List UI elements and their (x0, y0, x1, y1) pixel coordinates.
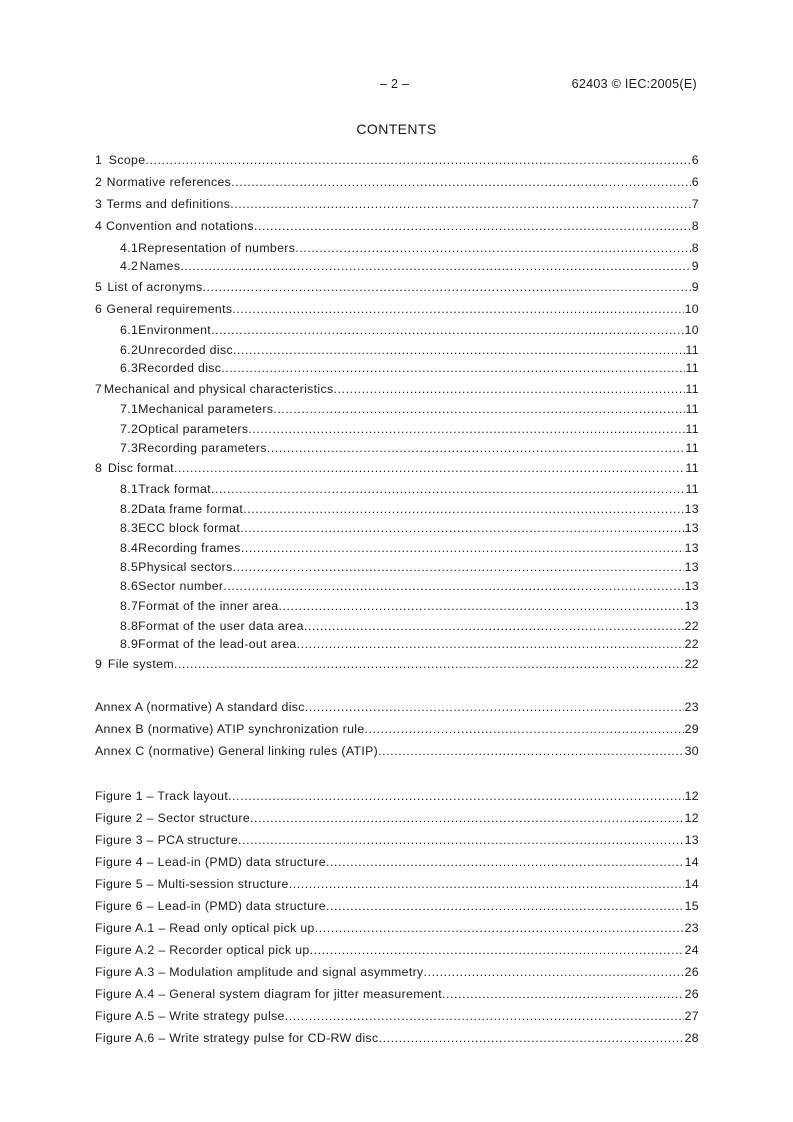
toc-entry[interactable] (95, 920, 699, 936)
toc-entry-title: Recording frames (138, 541, 241, 555)
toc-entry[interactable] (95, 381, 699, 397)
dot-leader (273, 401, 684, 417)
toc-entry[interactable] (95, 460, 699, 476)
toc-entry-title: Names (139, 259, 181, 273)
toc-entry-number: 8.5 (120, 560, 139, 574)
toc-entry[interactable] (95, 788, 699, 804)
toc-entry-number: 4 (95, 219, 103, 233)
dot-leader (254, 218, 691, 234)
dot-leader (180, 258, 690, 274)
page-title: CONTENTS (356, 121, 437, 137)
toc-entry-page: 11 (685, 402, 699, 416)
dot-leader (174, 656, 684, 672)
toc-entry-number: 8.3 (120, 521, 139, 535)
toc-entry[interactable] (95, 322, 699, 338)
dot-leader (232, 301, 683, 317)
dot-leader (278, 598, 683, 614)
toc-entry-page: 29 (684, 722, 699, 736)
toc-entry-number: 7.3 (120, 441, 139, 455)
toc-entry[interactable] (95, 401, 699, 417)
dot-leader (145, 152, 690, 168)
toc-entry-page: 11 (685, 343, 699, 357)
toc-entry-number: 8.9 (120, 637, 139, 651)
page-number: – 2 – (380, 77, 410, 91)
toc-entry[interactable] (95, 440, 699, 456)
toc-entry[interactable] (95, 964, 699, 980)
toc-entry-page: 11 (685, 382, 699, 396)
dot-leader (326, 854, 684, 870)
toc-entry[interactable] (95, 1008, 699, 1024)
toc-entry-title: Format of the user data area (138, 619, 304, 633)
toc-entry[interactable] (95, 501, 699, 517)
toc-entry-title: Figure A.4 – General system diagram for jitter measurement (95, 987, 442, 1001)
toc-entry[interactable] (95, 152, 699, 168)
dot-leader (442, 986, 684, 1002)
toc-entry-page: 13 (684, 560, 699, 574)
toc-entry-number: 7.2 (120, 422, 139, 436)
toc-entry-title: Figure A.6 – Write strategy pulse for CD-RW disc (95, 1031, 379, 1045)
toc-entry-number: 6.1 (120, 323, 139, 337)
toc-entry-title: ECC block format (138, 521, 241, 535)
toc-entry-page: 26 (684, 987, 699, 1001)
toc-entry-title: Mechanical and physical characteristics (103, 382, 334, 396)
toc-entry-page: 28 (684, 1031, 699, 1045)
toc-entry-page: 11 (685, 441, 699, 455)
toc-entry-title: Figure A.3 – Modulation amplitude and signal asymmetry (95, 965, 424, 979)
toc-entry[interactable] (95, 898, 699, 914)
toc-entry-title: Environment (138, 323, 212, 337)
toc-entry-title: Figure 3 – PCA structure (95, 833, 239, 847)
toc-entry-page: 8 (691, 241, 699, 255)
dot-leader (295, 240, 691, 256)
toc-entry-page: 13 (684, 599, 699, 613)
dot-leader (267, 440, 685, 456)
toc-entry-page: 22 (684, 619, 699, 633)
toc-entry-title: Figure A.2 – Recorder optical pick up (95, 943, 310, 957)
toc-entry-number: 8.7 (120, 599, 139, 613)
toc-entry-title: Scope (108, 153, 146, 167)
toc-entry-title: Figure 6 – Lead-in (PMD) data structure (95, 899, 326, 913)
toc-entry-title: Figure 5 – Multi-session structure (95, 877, 289, 891)
toc-entry-page: 13 (684, 502, 699, 516)
toc-entry-title: Format of the inner area (138, 599, 279, 613)
toc-entry-number: 7 (95, 382, 103, 396)
toc-entry-page: 26 (684, 965, 699, 979)
toc-entry-page: 11 (685, 482, 699, 496)
toc-entry-number: 7.1 (120, 402, 139, 416)
toc-entry-title: Figure A.1 – Read only optical pick up (95, 921, 315, 935)
toc-entry-page: 13 (684, 541, 699, 555)
toc-entry-number: 8.6 (120, 579, 139, 593)
toc-entry-number: 8.1 (120, 482, 139, 496)
dot-leader (223, 578, 683, 594)
toc-entry-title: Normative references (106, 175, 232, 189)
toc-entry[interactable] (95, 832, 699, 848)
toc-entry-title: Annex A (normative) A standard disc (95, 700, 305, 714)
dot-leader (378, 743, 684, 759)
toc-entry-title: Terms and definitions (106, 197, 231, 211)
toc-entry-title: Data frame format (138, 502, 244, 516)
toc-entry[interactable] (95, 699, 699, 715)
toc-entry-title: Convention and notations (106, 219, 254, 233)
dot-leader (310, 942, 684, 958)
dot-leader (285, 1008, 684, 1024)
toc-entry-number: 8 (95, 461, 103, 475)
toc-entry-title: Recording parameters (138, 441, 267, 455)
dot-leader (211, 481, 685, 497)
toc-entry[interactable] (95, 240, 699, 256)
toc-entry-page: 11 (685, 422, 699, 436)
toc-entry-number: 9 (95, 657, 103, 671)
toc-entry[interactable] (95, 942, 699, 958)
toc-entry[interactable] (95, 540, 699, 556)
toc-entry-number: 3 (95, 197, 103, 211)
toc-entry-number: 2 (95, 175, 103, 189)
toc-entry-page: 11 (685, 361, 699, 375)
toc-entry-page: 23 (684, 700, 699, 714)
toc-entry-number: 4.1 (120, 241, 139, 255)
toc-entry[interactable] (95, 301, 699, 317)
toc-entry[interactable] (95, 854, 699, 870)
toc-entry[interactable] (95, 360, 699, 376)
toc-entry-title: Sector number (138, 579, 224, 593)
toc-entry[interactable] (95, 743, 699, 759)
dot-leader (297, 636, 684, 652)
toc-entry[interactable] (95, 174, 699, 190)
toc-entry-number: 4.2 (120, 259, 139, 273)
toc-entry-title: Annex B (normative) ATIP synchronization rule (95, 722, 365, 736)
dot-leader (231, 174, 691, 190)
dot-leader (334, 381, 685, 397)
toc-entry-page: 15 (684, 899, 699, 913)
toc-entry-page: 13 (684, 521, 699, 535)
toc-entry-page: 22 (684, 657, 699, 671)
toc-entry[interactable] (95, 218, 699, 234)
toc-entry-title: Track format (138, 482, 211, 496)
toc-entry[interactable] (95, 1030, 699, 1046)
dot-leader (230, 196, 691, 212)
toc-entry-page: 13 (684, 579, 699, 593)
toc-entry-page: 11 (685, 461, 699, 475)
toc-entry-page: 27 (684, 1009, 699, 1023)
toc-entry-page: 22 (684, 637, 699, 651)
dot-leader (304, 618, 684, 634)
toc-entry-page: 10 (684, 302, 699, 316)
toc-entry[interactable] (95, 810, 699, 826)
toc-entry[interactable] (95, 559, 699, 575)
toc-entry[interactable] (95, 721, 699, 737)
toc-entry-title: Representation of numbers (138, 241, 296, 255)
dot-leader (174, 460, 685, 476)
toc-entry-page: 6 (691, 175, 699, 189)
toc-entry-number: 6.3 (120, 361, 139, 375)
dot-leader (315, 920, 684, 936)
dot-leader (202, 279, 690, 295)
dot-leader (241, 540, 684, 556)
dot-leader (379, 1030, 684, 1046)
toc-entry-page: 23 (684, 921, 699, 935)
toc-entry-title: Unrecorded disc (138, 343, 233, 357)
toc-entry[interactable] (95, 876, 699, 892)
dot-leader (211, 322, 684, 338)
dot-leader (221, 360, 684, 376)
toc-entry-number: 8.4 (120, 541, 139, 555)
toc-entry-page: 13 (684, 833, 699, 847)
toc-entry-number: 6.2 (120, 343, 139, 357)
dot-leader (233, 559, 684, 575)
dot-leader (424, 964, 684, 980)
toc-entry[interactable] (95, 986, 699, 1002)
toc-entry[interactable] (95, 636, 699, 652)
toc-entry-title: List of acronyms (107, 280, 203, 294)
toc-entry-title: Figure A.5 – Write strategy pulse (95, 1009, 285, 1023)
toc-entry[interactable] (95, 618, 699, 634)
toc-entry[interactable] (95, 520, 699, 536)
toc-entry-page: 12 (684, 789, 699, 803)
toc-entry[interactable] (95, 656, 699, 672)
toc-entry-page: 9 (691, 280, 699, 294)
toc-entry-page: 14 (684, 877, 699, 891)
toc-entry-number: 8.8 (120, 619, 139, 633)
toc-entry-title: Mechanical parameters (138, 402, 274, 416)
toc-entry-title: General requirements (106, 302, 233, 316)
toc-entry[interactable] (95, 481, 699, 497)
dot-leader (233, 342, 685, 358)
toc-entry-page: 12 (684, 811, 699, 825)
toc-entry-page: 24 (684, 943, 699, 957)
dot-leader (250, 810, 684, 826)
dot-leader (238, 832, 684, 848)
toc-entry-title: Annex C (normative) General linking rules (ATIP) (95, 744, 379, 758)
dot-leader (228, 788, 683, 804)
document-reference: 62403 © IEC:2005(E) (571, 77, 697, 91)
dot-leader (305, 699, 684, 715)
dot-leader (326, 898, 684, 914)
toc-entry[interactable] (95, 342, 699, 358)
toc-entry-title: Figure 2 – Sector structure (95, 811, 251, 825)
toc-entry[interactable] (95, 421, 699, 437)
toc-entry[interactable] (95, 578, 699, 594)
toc-entry[interactable] (95, 279, 699, 295)
toc-entry-title: File system (107, 657, 174, 671)
toc-entry-title: Optical parameters (138, 422, 249, 436)
toc-entry-page: 14 (684, 855, 699, 869)
toc-entry-title: Physical sectors (138, 560, 233, 574)
toc-entry-number: 1 (95, 153, 103, 167)
toc-entry-page: 9 (691, 259, 699, 273)
toc-entry-page: 7 (691, 197, 699, 211)
dot-leader (240, 520, 684, 536)
toc-entry-title: Format of the lead-out area (138, 637, 297, 651)
toc-entry-title: Figure 1 – Track layout (95, 789, 229, 803)
toc-entry[interactable] (95, 598, 699, 614)
dot-leader (248, 421, 684, 437)
toc-entry-page: 6 (691, 153, 699, 167)
toc-entry-page: 30 (684, 744, 699, 758)
toc-entry-page: 8 (691, 219, 699, 233)
toc-entry-title: Figure 4 – Lead-in (PMD) data structure (95, 855, 326, 869)
dot-leader (243, 501, 683, 517)
toc-entry-title: Disc format (107, 461, 174, 475)
toc-entry-number: 6 (95, 302, 103, 316)
toc-entry[interactable] (95, 196, 699, 212)
toc-entry-page: 10 (684, 323, 699, 337)
dot-leader (365, 721, 684, 737)
toc-entry[interactable] (95, 258, 699, 274)
toc-entry-number: 8.2 (120, 502, 139, 516)
dot-leader (289, 876, 684, 892)
toc-entry-number: 5 (95, 280, 103, 294)
toc-entry-title: Recorded disc (138, 361, 222, 375)
